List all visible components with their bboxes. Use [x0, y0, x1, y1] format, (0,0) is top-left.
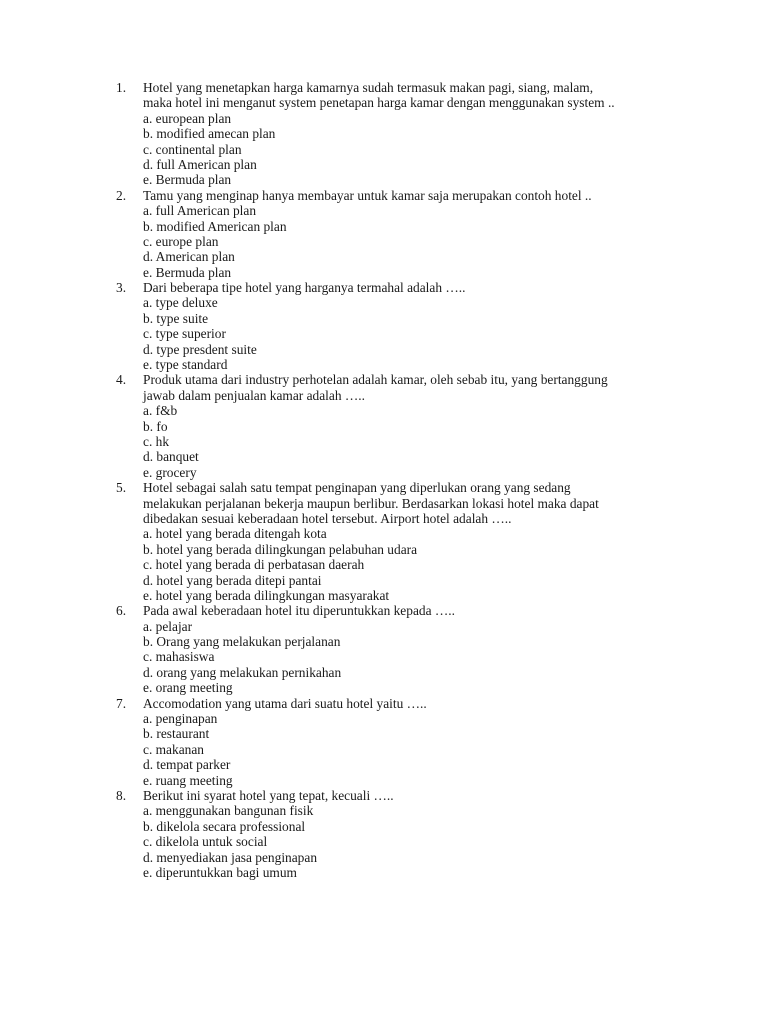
question-number: 3. [116, 280, 127, 296]
option-text: d. American plan [143, 249, 235, 265]
option-text: d. banquet [143, 449, 199, 465]
answer-option [0, 542, 768, 557]
question-text: Pada awal keberadaan hotel itu diperuntukkan kepada ….. [143, 603, 455, 619]
question-line [0, 511, 768, 526]
question-text: Accomodation yang utama dari suatu hotel yaitu ….. [143, 695, 427, 711]
question-3 [0, 280, 768, 372]
answer-option [0, 311, 768, 326]
answer-option [0, 265, 768, 280]
question-text: melakukan perjalanan bekerja maupun berlibur. Berdasarkan lokasi hotel maka dapat [143, 495, 599, 511]
answer-option [0, 649, 768, 664]
question-number: 6. [116, 603, 127, 619]
question-text: dibedakan sesuai keberadaan hotel tersebut. Airport hotel adalah ….. [143, 510, 512, 526]
option-text: b. fo [143, 418, 168, 434]
answer-option [0, 219, 768, 234]
option-text: e. hotel yang berada dilingkungan masyarakat [143, 587, 390, 603]
answer-option [0, 573, 768, 588]
option-text: a. menggunakan bangunan fisik [143, 803, 314, 819]
answer-option [0, 142, 768, 157]
question-line [0, 95, 768, 110]
option-text: e. type standard [143, 357, 228, 373]
option-text: c. dikelola untuk social [143, 834, 268, 850]
answer-option [0, 757, 768, 772]
option-text: a. pelajar [143, 618, 193, 634]
option-text: c. continental plan [143, 141, 242, 157]
question-text: Berikut ini syarat hotel yang tepat, kecuali ….. [143, 787, 394, 803]
answer-option [0, 342, 768, 357]
question-text: Hotel yang menetapkan harga kamarnya sudah termasuk makan pagi, siang, malam, [143, 80, 594, 95]
option-text: c. hotel yang berada di perbatasan daerah [143, 557, 365, 573]
option-text: b. dikelola secara professional [143, 818, 306, 834]
answer-option [0, 803, 768, 818]
question-text: jawab dalam penjualan kamar adalah ….. [143, 387, 365, 403]
answer-option [0, 449, 768, 464]
answer-option [0, 834, 768, 849]
answer-option [0, 865, 768, 880]
answer-option [0, 619, 768, 634]
question-line [0, 80, 768, 95]
answer-option [0, 711, 768, 726]
question-1 [0, 80, 768, 188]
question-line [0, 388, 768, 403]
option-text: d. menyediakan jasa penginapan [143, 849, 318, 865]
option-text: a. type deluxe [143, 295, 218, 311]
option-text: b. modified amecan plan [143, 126, 276, 142]
option-text: a. hotel yang berada ditengah kota [143, 526, 327, 542]
question-line [0, 603, 768, 618]
answer-option [0, 680, 768, 695]
question-number: 2. [116, 187, 127, 203]
option-text: e. ruang meeting [143, 772, 233, 788]
answer-option [0, 665, 768, 680]
answer-option [0, 111, 768, 126]
question-text: Produk utama dari industry perhotelan adalah kamar, oleh sebab itu, yang bertanggung [143, 372, 608, 388]
question-7 [0, 696, 768, 788]
question-number: 1. [116, 80, 127, 95]
question-line [0, 188, 768, 203]
answer-option [0, 234, 768, 249]
option-text: e. Bermuda plan [143, 264, 232, 280]
question-line [0, 496, 768, 511]
question-line [0, 372, 768, 387]
option-text: c. europe plan [143, 233, 219, 249]
answer-option [0, 403, 768, 418]
question-line [0, 696, 768, 711]
document-page [0, 80, 768, 880]
answer-option [0, 326, 768, 341]
answer-option [0, 419, 768, 434]
answer-option [0, 850, 768, 865]
option-text: a. penginapan [143, 711, 218, 727]
question-text: Dari beberapa tipe hotel yang harganya termahal adalah ….. [143, 280, 466, 296]
option-text: d. tempat parker [143, 757, 231, 773]
question-8 [0, 788, 768, 880]
answer-option [0, 172, 768, 187]
option-text: d. orang yang melakukan pernikahan [143, 664, 342, 680]
option-text: e. grocery [143, 464, 197, 480]
option-text: b. Orang yang melakukan perjalanan [143, 634, 341, 650]
option-text: b. restaurant [143, 726, 210, 742]
answer-option [0, 773, 768, 788]
answer-option [0, 157, 768, 172]
option-text: a. full American plan [143, 203, 257, 219]
option-text: d. hotel yang berada ditepi pantai [143, 572, 322, 588]
option-text: e. orang meeting [143, 680, 233, 696]
question-line [0, 788, 768, 803]
question-text: Hotel sebagai salah satu tempat penginapan yang diperlukan orang yang sedang [143, 480, 571, 496]
answer-option [0, 357, 768, 372]
answer-option [0, 249, 768, 264]
question-number: 7. [116, 695, 127, 711]
question-line [0, 480, 768, 495]
answer-option [0, 742, 768, 757]
option-text: b. type suite [143, 310, 209, 326]
question-number: 8. [116, 787, 127, 803]
option-text: d. full American plan [143, 156, 257, 172]
question-6 [0, 603, 768, 695]
question-5 [0, 480, 768, 603]
answer-option [0, 819, 768, 834]
answer-option [0, 634, 768, 649]
answer-option [0, 526, 768, 541]
answer-option [0, 588, 768, 603]
question-number: 5. [116, 480, 127, 496]
question-2 [0, 188, 768, 280]
option-text: d. type presdent suite [143, 341, 257, 357]
option-text: e. diperuntukkan bagi umum [143, 864, 297, 880]
option-text: b. hotel yang berada dilingkungan pelabuhan udara [143, 541, 418, 557]
option-text: a. f&b [143, 403, 178, 419]
question-line [0, 280, 768, 295]
answer-option [0, 726, 768, 741]
option-text: b. modified American plan [143, 218, 287, 234]
answer-option [0, 434, 768, 449]
question-text: maka hotel ini menganut system penetapan harga kamar dengan menggunakan system .. [143, 95, 615, 111]
question-text: Tamu yang menginap hanya membayar untuk kamar saja merupakan contoh hotel .. [143, 187, 592, 203]
question-4 [0, 372, 768, 480]
answer-option [0, 126, 768, 141]
option-text: c. makanan [143, 741, 204, 757]
question-number: 4. [116, 372, 127, 388]
answer-option [0, 203, 768, 218]
answer-option [0, 557, 768, 572]
option-text: a. european plan [143, 110, 232, 126]
option-text: c. type superior [143, 326, 226, 342]
option-text: c. hk [143, 433, 170, 449]
answer-option [0, 465, 768, 480]
answer-option [0, 295, 768, 310]
option-text: e. Bermuda plan [143, 172, 232, 188]
option-text: c. mahasiswa [143, 649, 215, 665]
